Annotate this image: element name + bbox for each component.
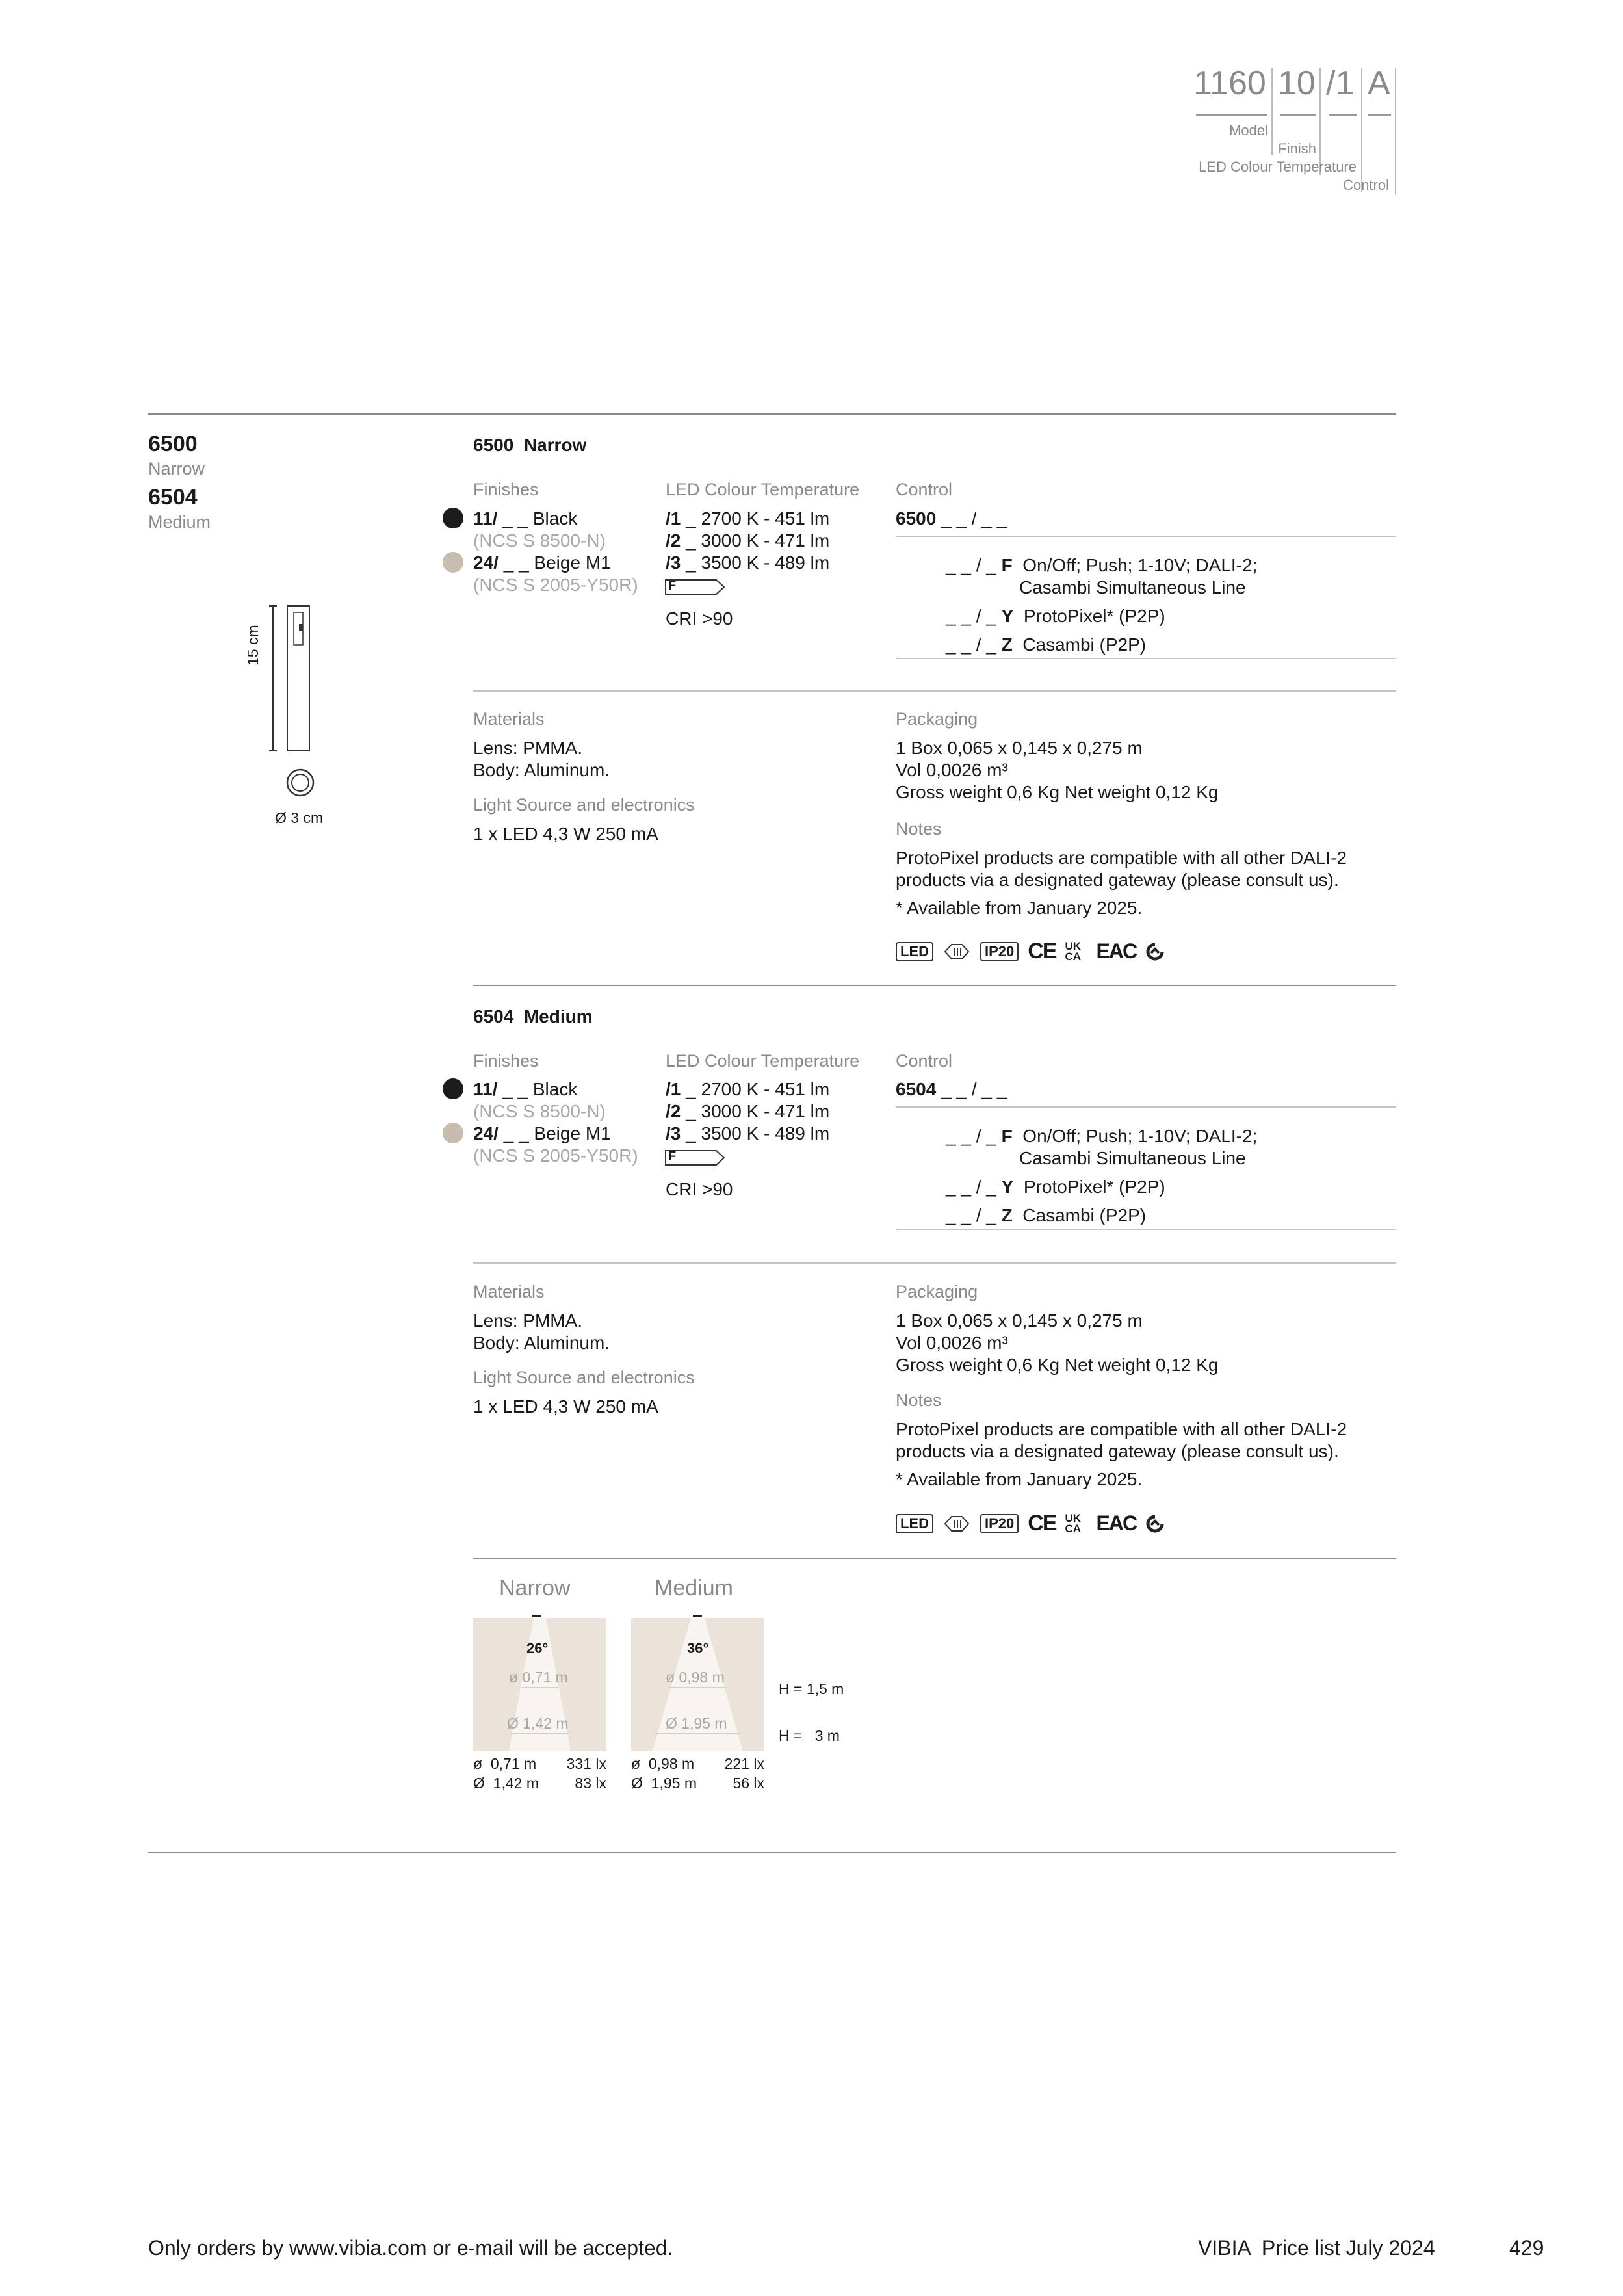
beam-row: ø 0,98 m 221 lx (631, 1755, 764, 1772)
packaging-label: Packaging (896, 1282, 978, 1301)
recycle-icon (1145, 1514, 1165, 1533)
sidebar-model-name: Medium (148, 512, 211, 532)
finish-option: 24/ _ _ Beige M1 (473, 553, 611, 573)
beam-diagram-medium (631, 1618, 764, 1751)
materials-line: Lens: PMMA. (473, 738, 583, 758)
ip-rating-badge: IP20 (980, 942, 1019, 961)
footer-disclaimer: Only orders by www.vibia.com or e-mail will be accepted. (148, 2236, 673, 2260)
legend-label-led: LED Colour Temperature (1199, 159, 1357, 175)
finish-ncs: (NCS S 8500-N) (473, 530, 606, 551)
packaging-line: Gross weight 0,6 Kg Net weight 0,12 Kg (896, 1355, 1219, 1375)
control-option-desc2: Casambi Simultaneous Line (1019, 577, 1246, 597)
materials-line: Body: Aluminum. (473, 760, 610, 780)
led-label: LED Colour Temperature (666, 1051, 860, 1071)
packaging-line: 1 Box 0,065 x 0,145 x 0,275 m (896, 738, 1143, 758)
energy-class-label: F (668, 579, 677, 593)
height-label: H = 1,5 m (779, 1680, 844, 1697)
led-option: /3 _ 3500 K - 489 lm (666, 553, 830, 573)
top-divider (148, 413, 1396, 415)
ip-rating-badge: IP20 (980, 1514, 1019, 1533)
notes-line: * Available from January 2025. (896, 898, 1143, 918)
eac-mark-icon: EAC (1096, 939, 1137, 963)
control-label: Control (896, 480, 953, 499)
control-option: _ _ / _ F On/Off; Push; 1-10V; DALI-2; (946, 555, 1258, 575)
beam-diameter-near: ø 0,98 m (666, 1669, 725, 1686)
finish-ncs: (NCS S 8500-N) (473, 1101, 606, 1121)
legend-label-model: Model (1229, 122, 1268, 138)
control-label: Control (896, 1051, 953, 1071)
ukca-mark-icon: UK CA (1065, 939, 1082, 963)
beam-diameter-far: Ø 1,42 m (507, 1715, 569, 1732)
packaging-label: Packaging (896, 709, 978, 729)
footer-brand: VIBIA Price list July 2024 (1198, 2236, 1435, 2260)
led-option: /2 _ 3000 K - 471 lm (666, 530, 830, 551)
notes-line: products via a designated gateway (please consult us). (896, 870, 1339, 890)
light-source-label: Light Source and electronics (473, 795, 695, 815)
led-option: /3 _ 3500 K - 489 lm (666, 1123, 830, 1143)
light-source-label: Light Source and electronics (473, 1368, 695, 1387)
ce-mark-icon: CE (1028, 939, 1056, 963)
materials-line: Lens: PMMA. (473, 1311, 583, 1331)
control-option: _ _ / _ Y ProtoPixel* (P2P) (946, 1177, 1165, 1197)
legend-part-control: A (1368, 64, 1390, 102)
packaging-line: Vol 0,0026 m³ (896, 1333, 1008, 1353)
certification-icons (896, 939, 1165, 964)
materials-label: Materials (473, 1282, 545, 1301)
light-source-value: 1 x LED 4,3 W 250 mA (473, 824, 658, 844)
section-divider (473, 985, 1396, 986)
materials-label: Materials (473, 709, 545, 729)
cri-value: CRI >90 (666, 608, 733, 629)
led-badge: LED (896, 1514, 933, 1533)
beam-row: Ø 1,95 m 56 lx (631, 1775, 764, 1792)
sidebar-model-code: 6500 (148, 432, 198, 456)
beam-diameter-near: ø 0,71 m (509, 1669, 568, 1686)
notes-line: ProtoPixel products are compatible with all other DALI-2 (896, 1419, 1347, 1439)
packaging-line: 1 Box 0,065 x 0,145 x 0,275 m (896, 1311, 1143, 1331)
height-label: H = 3 m (779, 1727, 840, 1744)
led-label: LED Colour Temperature (666, 480, 860, 499)
finish-option: 24/ _ _ Beige M1 (473, 1123, 611, 1143)
ukca-mark-icon: UK CA (1065, 1511, 1082, 1535)
beam-diagram-narrow (473, 1618, 606, 1751)
sidebar-model-name: Narrow (148, 459, 205, 478)
legend-part-model: 1160 (1193, 64, 1266, 102)
energy-class-label: F (668, 1149, 677, 1164)
finish-ncs: (NCS S 2005-Y50R) (473, 575, 638, 595)
legend-label-control: Control (1343, 177, 1389, 193)
notes-line: * Available from January 2025. (896, 1469, 1143, 1489)
finish-option: 11/ _ _ Black (473, 1079, 578, 1099)
dimmable-icon (942, 1514, 971, 1533)
led-option: /1 _ 2700 K - 451 lm (666, 508, 830, 528)
control-option: _ _ / _ F On/Off; Push; 1-10V; DALI-2; (946, 1126, 1258, 1146)
beam-title: Narrow (499, 1576, 571, 1600)
section-title: 6500 Narrow (473, 435, 587, 455)
packaging-line: Gross weight 0,6 Kg Net weight 0,12 Kg (896, 782, 1219, 802)
finish-ncs: (NCS S 2005-Y50R) (473, 1145, 638, 1166)
finish-swatch-beige (443, 552, 463, 573)
finish-swatch-beige (443, 1123, 463, 1143)
control-option: _ _ / _ Y ProtoPixel* (P2P) (946, 606, 1165, 626)
sidebar-model-code: 6504 (148, 485, 198, 510)
legend-label-finish: Finish (1278, 140, 1316, 157)
beam-angle: 36° (687, 1640, 709, 1656)
page-number: 429 (1509, 2236, 1544, 2260)
section-divider (473, 1558, 1396, 1559)
led-option: /2 _ 3000 K - 471 lm (666, 1101, 830, 1121)
height-dimension: 15 cm (244, 625, 261, 666)
beam-title: Medium (655, 1576, 733, 1600)
finishes-label: Finishes (473, 1051, 539, 1071)
notes-label: Notes (896, 1390, 942, 1410)
beam-angle: 26° (526, 1640, 549, 1656)
notes-label: Notes (896, 819, 942, 839)
beam-row: ø 0,71 m 331 lx (473, 1755, 606, 1772)
dimmable-icon (942, 942, 971, 961)
notes-line: products via a designated gateway (please consult us). (896, 1441, 1339, 1461)
notes-line: ProtoPixel products are compatible with all other DALI-2 (896, 848, 1347, 868)
control-code: 6504 _ _ / _ _ (896, 1079, 1007, 1099)
finish-option: 11/ _ _ Black (473, 508, 578, 528)
recycle-icon (1145, 942, 1165, 961)
certification-icons (896, 1511, 1165, 1536)
legend-part-led: /1 (1326, 64, 1355, 102)
materials-line: Body: Aluminum. (473, 1333, 610, 1353)
packaging-line: Vol 0,0026 m³ (896, 760, 1008, 780)
led-badge: LED (896, 942, 933, 961)
light-source-value: 1 x LED 4,3 W 250 mA (473, 1396, 658, 1416)
control-code: 6500 _ _ / _ _ (896, 508, 1007, 528)
ce-mark-icon: CE (1028, 1511, 1056, 1535)
control-option-desc2: Casambi Simultaneous Line (1019, 1148, 1246, 1168)
beam-diameter-far: Ø 1,95 m (666, 1715, 727, 1732)
section-title: 6504 Medium (473, 1006, 593, 1026)
legend-part-finish: 10 (1278, 64, 1316, 102)
eac-mark-icon: EAC (1096, 1511, 1137, 1535)
led-option: /1 _ 2700 K - 451 lm (666, 1079, 830, 1099)
cri-value: CRI >90 (666, 1179, 733, 1199)
bottom-divider (148, 1852, 1396, 1853)
finish-swatch-black (443, 1078, 463, 1099)
finish-swatch-black (443, 508, 463, 528)
beam-row: Ø 1,42 m 83 lx (473, 1775, 606, 1792)
control-option: _ _ / _ Z Casambi (P2P) (946, 1205, 1147, 1225)
finishes-label: Finishes (473, 480, 539, 499)
diameter-dimension: Ø 3 cm (275, 809, 324, 826)
control-option: _ _ / _ Z Casambi (P2P) (946, 634, 1147, 655)
